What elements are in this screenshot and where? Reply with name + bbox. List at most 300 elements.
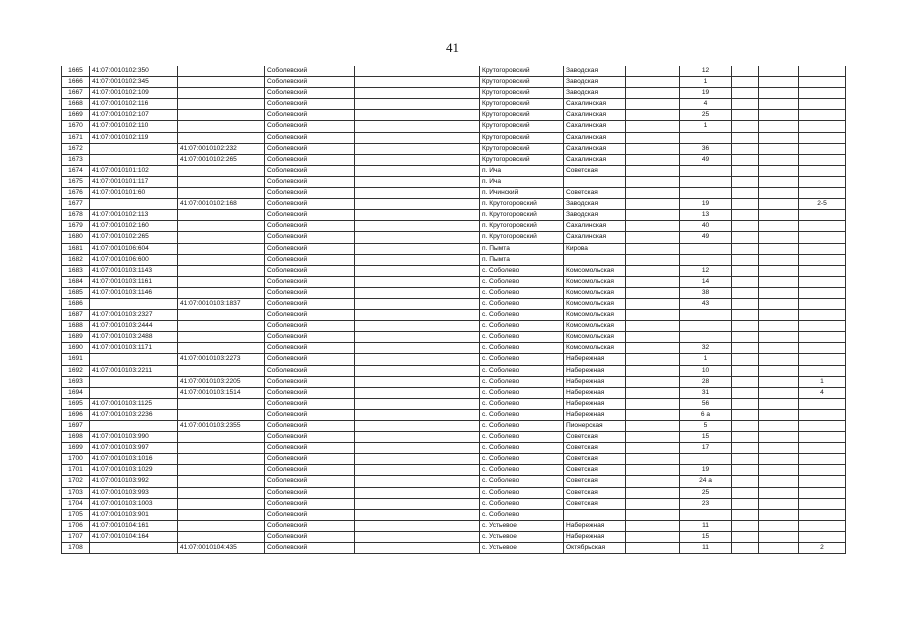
- structure-cell: [759, 121, 799, 132]
- settlement-type-cell: [355, 121, 480, 132]
- cadastral-number-cell: 41:07:0010103:1016: [90, 454, 178, 465]
- house-number-cell: [680, 332, 732, 343]
- cadastral-number-cell: 41:07:0010104:161: [90, 520, 178, 531]
- apartment-cell: [799, 531, 846, 542]
- row-number-cell: 1677: [62, 199, 90, 210]
- house-number-cell: 5: [680, 421, 732, 432]
- structure-cell: [759, 77, 799, 88]
- apartment-cell: [799, 243, 846, 254]
- street-cell: Сахалинская: [564, 110, 626, 121]
- locality-cell: с. Соболево: [480, 310, 564, 321]
- building-cell: [732, 321, 759, 332]
- settlement-type-cell: [355, 520, 480, 531]
- row-number-cell: 1708: [62, 543, 90, 554]
- locality-cell: Крутогоровский: [480, 132, 564, 143]
- district-cell: Соболевский: [265, 443, 355, 454]
- street-cell: Набережная: [564, 531, 626, 542]
- cadastral-number-cell: 41:07:0010103:1146: [90, 287, 178, 298]
- structure-cell: [759, 509, 799, 520]
- cadastral-number-cell: 41:07:0010104:164: [90, 531, 178, 542]
- cadastral-number-cell: 41:07:0010102:116: [90, 99, 178, 110]
- cadastral-number-cell: [90, 387, 178, 398]
- settlement-type-cell: [355, 443, 480, 454]
- house-number-cell: [680, 310, 732, 321]
- district-cell: Соболевский: [265, 188, 355, 199]
- apartment-cell: [799, 354, 846, 365]
- row-number-cell: 1666: [62, 77, 90, 88]
- settlement-type-cell: [355, 465, 480, 476]
- row-number-cell: 1707: [62, 531, 90, 542]
- street-cell: Комсомольская: [564, 310, 626, 321]
- street-extra-cell: [626, 365, 680, 376]
- apartment-cell: [799, 132, 846, 143]
- house-number-cell: [680, 254, 732, 265]
- cadastral-number-alt-cell: [178, 66, 265, 77]
- house-number-cell: 43: [680, 298, 732, 309]
- table-row: [62, 487, 846, 498]
- street-cell: Советская: [564, 188, 626, 199]
- house-number-cell: 11: [680, 543, 732, 554]
- street-extra-cell: [626, 221, 680, 232]
- table-row: [62, 543, 846, 554]
- table-row: [62, 520, 846, 531]
- street-cell: Комсомольская: [564, 276, 626, 287]
- apartment-cell: [799, 520, 846, 531]
- house-number-cell: 10: [680, 365, 732, 376]
- apartment-cell: [799, 509, 846, 520]
- cadastral-number-cell: 41:07:0010103:1171: [90, 343, 178, 354]
- district-cell: Соболевский: [265, 99, 355, 110]
- building-cell: [732, 498, 759, 509]
- building-cell: [732, 531, 759, 542]
- cadastral-number-alt-cell: [178, 498, 265, 509]
- district-cell: Соболевский: [265, 199, 355, 210]
- locality-cell: п. Крутогоровский: [480, 232, 564, 243]
- settlement-type-cell: [355, 298, 480, 309]
- building-cell: [732, 99, 759, 110]
- cadastral-number-alt-cell: [178, 365, 265, 376]
- house-number-cell: 13: [680, 210, 732, 221]
- locality-cell: с. Соболево: [480, 298, 564, 309]
- street-extra-cell: [626, 276, 680, 287]
- house-number-cell: 36: [680, 143, 732, 154]
- cadastral-number-cell: [90, 543, 178, 554]
- cadastral-number-alt-cell: 41:07:0010103:1514: [178, 387, 265, 398]
- apartment-cell: [799, 121, 846, 132]
- apartment-cell: [799, 143, 846, 154]
- apartment-cell: [799, 421, 846, 432]
- cadastral-number-alt-cell: [178, 77, 265, 88]
- street-extra-cell: [626, 421, 680, 432]
- street-extra-cell: [626, 476, 680, 487]
- cadastral-number-cell: 41:07:0010106:604: [90, 243, 178, 254]
- street-cell: Сахалинская: [564, 99, 626, 110]
- street-extra-cell: [626, 398, 680, 409]
- apartment-cell: [799, 221, 846, 232]
- district-cell: Соболевский: [265, 243, 355, 254]
- structure-cell: [759, 421, 799, 432]
- district-cell: Соболевский: [265, 454, 355, 465]
- table-row: [62, 498, 846, 509]
- cadastral-number-alt-cell: [178, 88, 265, 99]
- apartment-cell: [799, 398, 846, 409]
- house-number-cell: 38: [680, 287, 732, 298]
- building-cell: [732, 121, 759, 132]
- district-cell: Соболевский: [265, 66, 355, 77]
- building-cell: [732, 210, 759, 221]
- table-row: [62, 343, 846, 354]
- street-cell: Набережная: [564, 354, 626, 365]
- building-cell: [732, 88, 759, 99]
- table-row: [62, 88, 846, 99]
- locality-cell: с. Соболево: [480, 376, 564, 387]
- table-row: [62, 298, 846, 309]
- street-cell: Советская: [564, 165, 626, 176]
- row-number-cell: 1703: [62, 487, 90, 498]
- structure-cell: [759, 454, 799, 465]
- apartment-cell: [799, 210, 846, 221]
- district-cell: Соболевский: [265, 365, 355, 376]
- cadastral-number-cell: 41:07:0010102:110: [90, 121, 178, 132]
- row-number-cell: 1672: [62, 143, 90, 154]
- district-cell: Соболевский: [265, 143, 355, 154]
- row-number-cell: 1695: [62, 398, 90, 409]
- house-number-cell: 32: [680, 343, 732, 354]
- row-number-cell: 1688: [62, 321, 90, 332]
- building-cell: [732, 376, 759, 387]
- building-cell: [732, 132, 759, 143]
- street-cell: Советская: [564, 487, 626, 498]
- cadastral-number-cell: 41:07:0010101:60: [90, 188, 178, 199]
- structure-cell: [759, 354, 799, 365]
- district-cell: Соболевский: [265, 476, 355, 487]
- street-extra-cell: [626, 409, 680, 420]
- structure-cell: [759, 498, 799, 509]
- street-cell: Сахалинская: [564, 132, 626, 143]
- district-cell: Соболевский: [265, 498, 355, 509]
- apartment-cell: [799, 343, 846, 354]
- building-cell: [732, 110, 759, 121]
- row-number-cell: 1684: [62, 276, 90, 287]
- building-cell: [732, 143, 759, 154]
- cadastral-number-alt-cell: [178, 176, 265, 187]
- house-number-cell: 4: [680, 99, 732, 110]
- street-extra-cell: [626, 310, 680, 321]
- district-cell: Соболевский: [265, 110, 355, 121]
- building-cell: [732, 154, 759, 165]
- settlement-type-cell: [355, 265, 480, 276]
- structure-cell: [759, 376, 799, 387]
- locality-cell: с. Соболево: [480, 321, 564, 332]
- table-row: [62, 199, 846, 210]
- locality-cell: с. Соболево: [480, 398, 564, 409]
- house-number-cell: 11: [680, 520, 732, 531]
- row-number-cell: 1670: [62, 121, 90, 132]
- row-number-cell: 1671: [62, 132, 90, 143]
- locality-cell: с. Соболево: [480, 421, 564, 432]
- street-extra-cell: [626, 376, 680, 387]
- apartment-cell: [799, 165, 846, 176]
- building-cell: [732, 332, 759, 343]
- apartment-cell: [799, 454, 846, 465]
- locality-cell: Крутогоровский: [480, 110, 564, 121]
- district-cell: Соболевский: [265, 210, 355, 221]
- street-extra-cell: [626, 199, 680, 210]
- cadastral-number-cell: [90, 199, 178, 210]
- building-cell: [732, 487, 759, 498]
- cadastral-number-alt-cell: [178, 121, 265, 132]
- table-row: [62, 465, 846, 476]
- row-number-cell: 1687: [62, 310, 90, 321]
- cadastral-number-alt-cell: 41:07:0010103:1837: [178, 298, 265, 309]
- cadastral-number-alt-cell: [178, 332, 265, 343]
- structure-cell: [759, 321, 799, 332]
- structure-cell: [759, 287, 799, 298]
- cadastral-number-cell: 41:07:0010102:119: [90, 132, 178, 143]
- apartment-cell: [799, 110, 846, 121]
- registry-body: [62, 66, 846, 554]
- house-number-cell: 12: [680, 66, 732, 77]
- house-number-cell: 56: [680, 398, 732, 409]
- registry-table: [61, 66, 846, 554]
- cadastral-number-cell: 41:07:0010101:102: [90, 165, 178, 176]
- cadastral-number-alt-cell: [178, 476, 265, 487]
- cadastral-number-cell: [90, 354, 178, 365]
- apartment-cell: [799, 77, 846, 88]
- district-cell: Соболевский: [265, 354, 355, 365]
- house-number-cell: 12: [680, 265, 732, 276]
- locality-cell: с. Соболево: [480, 365, 564, 376]
- structure-cell: [759, 520, 799, 531]
- cadastral-number-cell: 41:07:0010103:997: [90, 443, 178, 454]
- cadastral-number-cell: 41:07:0010103:1143: [90, 265, 178, 276]
- street-extra-cell: [626, 99, 680, 110]
- cadastral-number-alt-cell: [178, 321, 265, 332]
- cadastral-number-alt-cell: 41:07:0010104:435: [178, 543, 265, 554]
- cadastral-number-cell: [90, 421, 178, 432]
- street-cell: Сахалинская: [564, 221, 626, 232]
- cadastral-number-cell: 41:07:0010102:160: [90, 221, 178, 232]
- locality-cell: с. Соболево: [480, 332, 564, 343]
- street-cell: Комсомольская: [564, 332, 626, 343]
- cadastral-number-alt-cell: [178, 232, 265, 243]
- house-number-cell: 28: [680, 376, 732, 387]
- settlement-type-cell: [355, 387, 480, 398]
- cadastral-number-alt-cell: 41:07:0010102:232: [178, 143, 265, 154]
- district-cell: Соболевский: [265, 176, 355, 187]
- locality-cell: п. Ича: [480, 176, 564, 187]
- house-number-cell: 14: [680, 276, 732, 287]
- apartment-cell: [799, 487, 846, 498]
- cadastral-number-cell: [90, 376, 178, 387]
- house-number-cell: [680, 243, 732, 254]
- apartment-cell: [799, 409, 846, 420]
- structure-cell: [759, 298, 799, 309]
- street-cell: Комсомольская: [564, 265, 626, 276]
- table-row: [62, 421, 846, 432]
- row-number-cell: 1668: [62, 99, 90, 110]
- cadastral-number-cell: 41:07:0010103:992: [90, 476, 178, 487]
- table-row: [62, 310, 846, 321]
- row-number-cell: 1694: [62, 387, 90, 398]
- settlement-type-cell: [355, 454, 480, 465]
- house-number-cell: [680, 509, 732, 520]
- building-cell: [732, 421, 759, 432]
- table-row: [62, 321, 846, 332]
- settlement-type-cell: [355, 221, 480, 232]
- district-cell: Соболевский: [265, 332, 355, 343]
- locality-cell: с. Устьевое: [480, 520, 564, 531]
- locality-cell: с. Соболево: [480, 387, 564, 398]
- locality-cell: п. Крутогоровский: [480, 199, 564, 210]
- row-number-cell: 1678: [62, 210, 90, 221]
- district-cell: Соболевский: [265, 232, 355, 243]
- cadastral-number-alt-cell: [178, 531, 265, 542]
- cadastral-number-cell: 41:07:0010103:990: [90, 432, 178, 443]
- locality-cell: с. Соболево: [480, 465, 564, 476]
- building-cell: [732, 243, 759, 254]
- street-extra-cell: [626, 243, 680, 254]
- row-number-cell: 1706: [62, 520, 90, 531]
- district-cell: Соболевский: [265, 254, 355, 265]
- house-number-cell: 49: [680, 232, 732, 243]
- street-extra-cell: [626, 154, 680, 165]
- house-number-cell: 31: [680, 387, 732, 398]
- district-cell: Соболевский: [265, 509, 355, 520]
- locality-cell: с. Устьевое: [480, 543, 564, 554]
- locality-cell: п. Пымта: [480, 254, 564, 265]
- cadastral-number-cell: 41:07:0010102:109: [90, 88, 178, 99]
- settlement-type-cell: [355, 310, 480, 321]
- street-cell: Советская: [564, 476, 626, 487]
- apartment-cell: [799, 321, 846, 332]
- settlement-type-cell: [355, 376, 480, 387]
- street-cell: Заводская: [564, 88, 626, 99]
- street-cell: Советская: [564, 454, 626, 465]
- structure-cell: [759, 154, 799, 165]
- cadastral-number-cell: 41:07:0010101:117: [90, 176, 178, 187]
- building-cell: [732, 77, 759, 88]
- settlement-type-cell: [355, 254, 480, 265]
- cadastral-number-cell: 41:07:0010103:2327: [90, 310, 178, 321]
- locality-cell: с. Соболево: [480, 265, 564, 276]
- street-extra-cell: [626, 332, 680, 343]
- cadastral-number-alt-cell: 41:07:0010103:2205: [178, 376, 265, 387]
- cadastral-number-alt-cell: [178, 310, 265, 321]
- cadastral-number-alt-cell: [178, 432, 265, 443]
- street-cell: Сахалинская: [564, 143, 626, 154]
- street-cell: Октябрьская: [564, 543, 626, 554]
- building-cell: [732, 199, 759, 210]
- structure-cell: [759, 531, 799, 542]
- locality-cell: п. Пымта: [480, 243, 564, 254]
- apartment-cell: [799, 432, 846, 443]
- table-row: [62, 398, 846, 409]
- locality-cell: с. Соболево: [480, 409, 564, 420]
- house-number-cell: [680, 165, 732, 176]
- row-number-cell: 1681: [62, 243, 90, 254]
- building-cell: [732, 188, 759, 199]
- house-number-cell: [680, 176, 732, 187]
- row-number-cell: 1686: [62, 298, 90, 309]
- settlement-type-cell: [355, 354, 480, 365]
- row-number-cell: 1673: [62, 154, 90, 165]
- locality-cell: Крутогоровский: [480, 66, 564, 77]
- street-extra-cell: [626, 121, 680, 132]
- table-row: [62, 66, 846, 77]
- structure-cell: [759, 465, 799, 476]
- row-number-cell: 1669: [62, 110, 90, 121]
- row-number-cell: 1696: [62, 409, 90, 420]
- row-number-cell: 1667: [62, 88, 90, 99]
- building-cell: [732, 387, 759, 398]
- building-cell: [732, 409, 759, 420]
- district-cell: Соболевский: [265, 77, 355, 88]
- house-number-cell: 1: [680, 121, 732, 132]
- row-number-cell: 1682: [62, 254, 90, 265]
- cadastral-number-cell: 41:07:0010102:350: [90, 66, 178, 77]
- row-number-cell: 1675: [62, 176, 90, 187]
- street-extra-cell: [626, 343, 680, 354]
- locality-cell: с. Соболево: [480, 443, 564, 454]
- house-number-cell: 49: [680, 154, 732, 165]
- street-cell: Сахалинская: [564, 121, 626, 132]
- row-number-cell: 1683: [62, 265, 90, 276]
- district-cell: Соболевский: [265, 121, 355, 132]
- building-cell: [732, 176, 759, 187]
- table-row: [62, 365, 846, 376]
- cadastral-number-alt-cell: [178, 454, 265, 465]
- table-row: [62, 143, 846, 154]
- table-row: [62, 509, 846, 520]
- house-number-cell: 15: [680, 432, 732, 443]
- street-extra-cell: [626, 110, 680, 121]
- row-number-cell: 1704: [62, 498, 90, 509]
- cadastral-number-alt-cell: 41:07:0010103:2273: [178, 354, 265, 365]
- cadastral-number-alt-cell: [178, 276, 265, 287]
- cadastral-number-alt-cell: [178, 110, 265, 121]
- apartment-cell: [799, 66, 846, 77]
- house-number-cell: 25: [680, 110, 732, 121]
- street-cell: Комсомольская: [564, 287, 626, 298]
- street-extra-cell: [626, 387, 680, 398]
- structure-cell: [759, 176, 799, 187]
- apartment-cell: [799, 265, 846, 276]
- settlement-type-cell: [355, 509, 480, 520]
- street-extra-cell: [626, 210, 680, 221]
- apartment-cell: [799, 298, 846, 309]
- locality-cell: с. Соболево: [480, 354, 564, 365]
- structure-cell: [759, 476, 799, 487]
- house-number-cell: 25: [680, 487, 732, 498]
- structure-cell: [759, 110, 799, 121]
- apartment-cell: [799, 276, 846, 287]
- settlement-type-cell: [355, 543, 480, 554]
- structure-cell: [759, 199, 799, 210]
- street-extra-cell: [626, 265, 680, 276]
- cadastral-number-cell: [90, 154, 178, 165]
- street-cell: Набережная: [564, 398, 626, 409]
- structure-cell: [759, 243, 799, 254]
- settlement-type-cell: [355, 210, 480, 221]
- settlement-type-cell: [355, 77, 480, 88]
- apartment-cell: [799, 443, 846, 454]
- table-row: [62, 210, 846, 221]
- district-cell: Соболевский: [265, 276, 355, 287]
- house-number-cell: 1: [680, 354, 732, 365]
- row-number-cell: 1692: [62, 365, 90, 376]
- structure-cell: [759, 310, 799, 321]
